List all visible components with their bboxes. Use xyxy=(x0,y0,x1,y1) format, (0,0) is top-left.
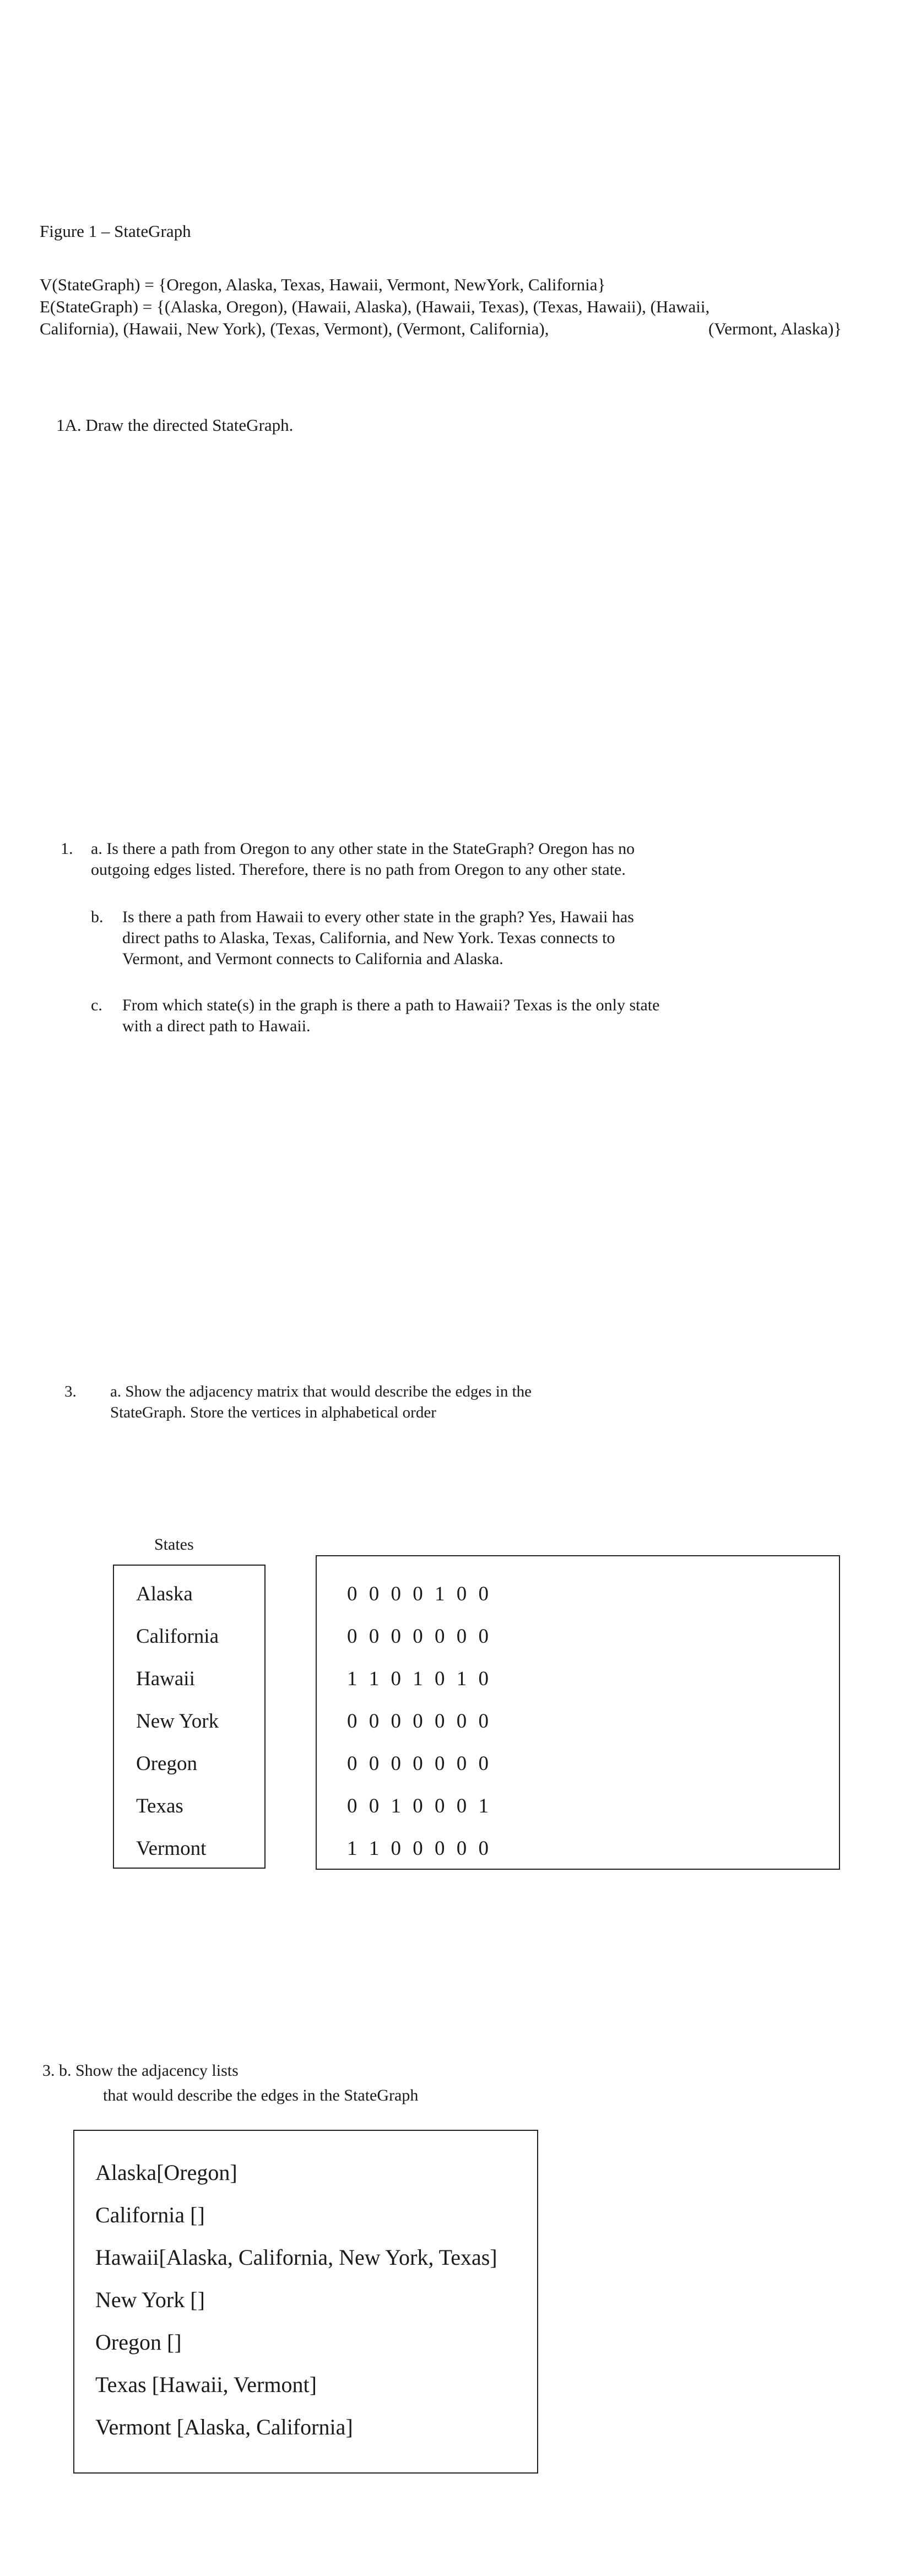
state-label: Oregon xyxy=(136,1752,197,1775)
question-1b-line-3: Vermont, and Vermont connects to California and Alaska. xyxy=(122,950,503,968)
adjacency-lists-box xyxy=(73,2130,538,2474)
states-box xyxy=(113,1565,266,1869)
question-1-number: 1. xyxy=(61,840,73,858)
matrix-row: 0 0 1 0 0 0 1 xyxy=(347,1795,492,1817)
adjacency-list-item: Vermont [Alaska, California] xyxy=(95,2415,353,2439)
state-label: Vermont xyxy=(136,1837,207,1860)
edges-definition-line-2: California), (Hawaii, New York), (Texas, Vermont), (Vermont, California), xyxy=(40,319,549,338)
matrix-row: 1 1 0 1 0 1 0 xyxy=(347,1668,492,1690)
question-1b-line-1: Is there a path from Hawaii to every other state in the graph? Yes, Hawaii has xyxy=(122,908,634,926)
question-3b-line-1: 3. b. Show the adjacency lists xyxy=(42,2061,239,2080)
matrix-row: 0 0 0 0 1 0 0 xyxy=(347,1583,492,1605)
question-3b-line-2: that would describe the edges in the StateGraph xyxy=(103,2086,419,2104)
question-1a: 1A. Draw the directed StateGraph. xyxy=(56,415,294,435)
adjacency-matrix-box xyxy=(316,1555,840,1870)
edges-definition-line-1: E(StateGraph) = {(Alaska, Oregon), (Hawaii, Alaska), (Hawaii, Texas), (Texas, Hawaii), (Hawaii, xyxy=(40,297,710,316)
vertices-definition: V(StateGraph) = {Oregon, Alaska, Texas, Hawaii, Vermont, NewYork, California} xyxy=(40,275,606,294)
edges-definition-line-2-end: (Vermont, Alaska)} xyxy=(708,319,842,338)
question-1c-label: c. xyxy=(91,996,102,1014)
adjacency-list-item: Oregon [] xyxy=(95,2330,182,2355)
state-label: California xyxy=(136,1625,219,1648)
state-label: Alaska xyxy=(136,1583,193,1605)
state-label: New York xyxy=(136,1710,219,1733)
question-1b-line-2: direct paths to Alaska, Texas, California, and New York. Texas connects to xyxy=(122,929,615,947)
state-label: Texas xyxy=(136,1795,183,1817)
question-3a-line-2: StateGraph. Store the vertices in alphabetical order xyxy=(110,1404,436,1421)
matrix-row: 1 1 0 0 0 0 0 xyxy=(347,1837,492,1860)
adjacency-list-item: Alaska[Oregon] xyxy=(95,2160,237,2185)
adjacency-list-item: New York [] xyxy=(95,2287,205,2312)
matrix-row: 0 0 0 0 0 0 0 xyxy=(347,1752,492,1775)
state-label: Hawaii xyxy=(136,1668,195,1690)
states-header: States xyxy=(154,1535,194,1554)
figure-title: Figure 1 – StateGraph xyxy=(40,221,191,241)
question-1c-line-2: with a direct path to Hawaii. xyxy=(122,1017,311,1035)
question-1a-line-1: a. Is there a path from Oregon to any other state in the StateGraph? Oregon has no xyxy=(91,840,635,858)
matrix-row: 0 0 0 0 0 0 0 xyxy=(347,1625,492,1648)
adjacency-list-item: California [] xyxy=(95,2202,205,2227)
question-3-number: 3. xyxy=(64,1383,77,1400)
question-1a-line-2: outgoing edges listed. Therefore, there is no path from Oregon to any other state. xyxy=(91,861,626,879)
question-1c-line-1: From which state(s) in the graph is there a path to Hawaii? Texas is the only state xyxy=(122,996,660,1014)
adjacency-list-item: Hawaii[Alaska, California, New York, Texas] xyxy=(95,2245,497,2270)
question-1b-label: b. xyxy=(91,908,104,926)
adjacency-list-item: Texas [Hawaii, Vermont] xyxy=(95,2372,317,2397)
matrix-row: 0 0 0 0 0 0 0 xyxy=(347,1710,492,1733)
question-3a-line-1: a. Show the adjacency matrix that would describe the edges in the xyxy=(110,1383,532,1400)
